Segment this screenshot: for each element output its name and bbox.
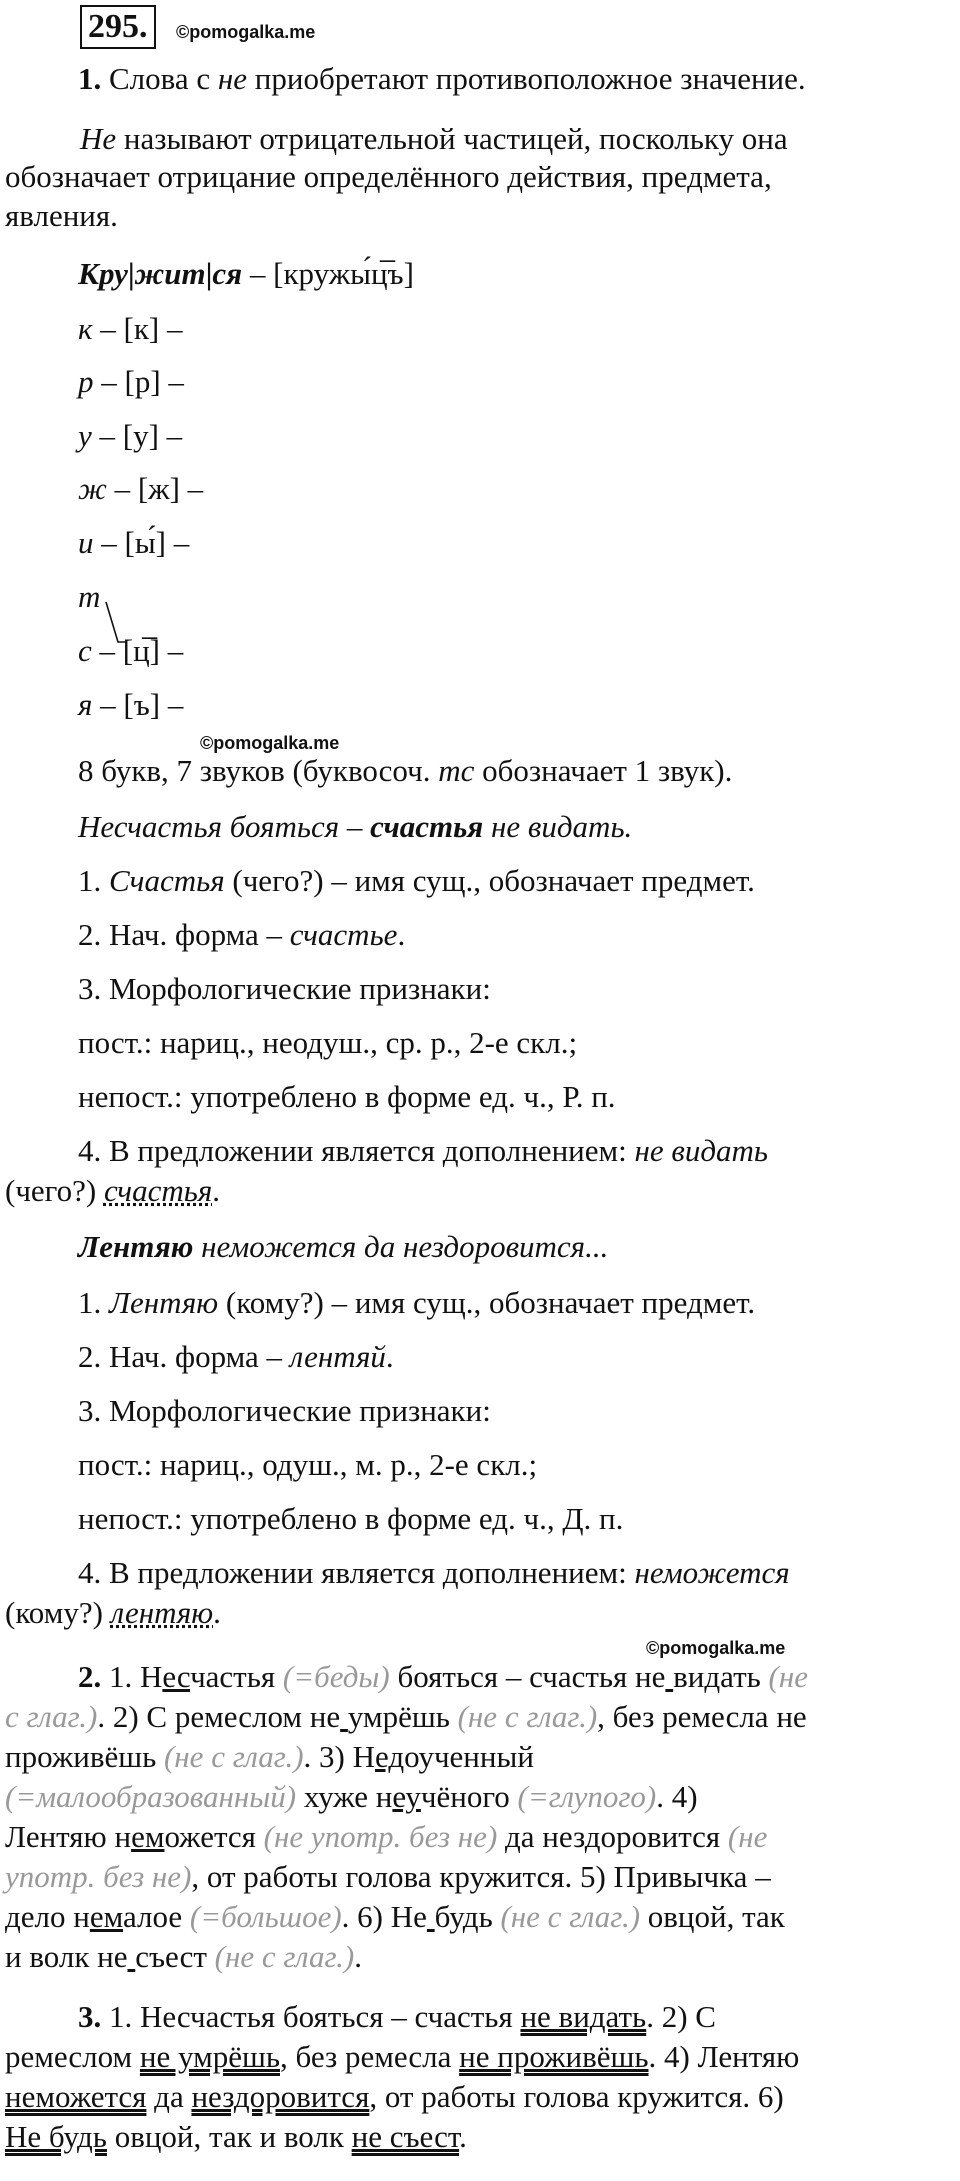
analysis1-item2: 2. Нач. форма – счастье. (78, 917, 406, 952)
part2-line1: 2. 1. Несчастья (=беды) бояться – счастья не видать (не (78, 1659, 809, 1694)
part2-line8: и волк не съест (не с глаг.). (5, 1939, 362, 1974)
analysis2-item3: 3. Морфологические признаки: (78, 1393, 491, 1428)
sentence2: Лентяю неможется да нездоровится... (78, 1229, 609, 1264)
sound-row: я – [ъ] – (78, 687, 184, 722)
analysis2-item4-cont: (кому?) лентяю. (5, 1595, 221, 1630)
sound-row: и – [ы́] – (78, 525, 190, 560)
watermark: ©pomogalka.me (200, 733, 340, 753)
sound-row: у – [у] – (78, 418, 183, 453)
analysis2-const: пост.: нариц., одуш., м. р., 2-е скл.; (78, 1447, 538, 1482)
analysis1-item1: 1. Счастья (чего?) – имя сущ., обозначает предмет. (78, 863, 755, 898)
watermark: ©pomogalka.me (176, 22, 316, 42)
analysis2-item1: 1. Лентяю (кому?) – имя сущ., обозначает предмет. (78, 1285, 756, 1320)
letters-summary: 8 букв, 7 звуков (буквосоч. тс обозначает 1 звук). (78, 753, 733, 788)
analysis1-item3: 3. Морфологические признаки: (78, 971, 491, 1006)
sound-row: ж – [ж] – (78, 471, 204, 506)
analysis2-item2: 2. Нач. форма – лентяй. (78, 1339, 394, 1374)
part2-line5: Лентяю неможется (не употр. без не) да нездоровится (не (5, 1819, 768, 1854)
word-morphemes: Кру|жит|ся – [кружы́ц̅ъ] (78, 256, 414, 291)
analysis1-item4-cont: (чего?) счастья. (5, 1173, 221, 1208)
part3-line2: ремеслом не умрёшь, без ремесла не проживёшь. 4) Лентяю (5, 2039, 800, 2074)
exercise-number: 295. (80, 5, 156, 49)
analysis2-item4: 4. В предложении является дополнением: неможется (78, 1555, 790, 1590)
part2-line6: употр. без не), от работы голова кружится. 5) Привычка – (5, 1859, 771, 1894)
analysis2-nonconst: непост.: употреблено в форме ед. ч., Д. п. (78, 1501, 624, 1536)
part2-line3: проживёшь (не с глаг.). 3) Недоученный (5, 1739, 534, 1774)
sentence1: Несчастья бояться – счастья не видать. (78, 809, 633, 844)
part2-line4: (=малообразованный) хуже неучёного (=глупого). 4) (5, 1779, 698, 1814)
part3-line1: 3. 1. Несчастья бояться – счастья не видать. 2) С (78, 1999, 716, 2034)
part1-para2: Не называют отрицательной частицей, поскольку она (80, 121, 788, 156)
analysis1-nonconst: непост.: употреблено в форме ед. ч., Р. п. (78, 1079, 616, 1114)
part3-line3: неможется да нездоровится, от работы голова кружится. 6) (5, 2079, 784, 2114)
sound-row: р – [р] – (78, 364, 184, 399)
analysis1-item4: 4. В предложении является дополнением: не видать (78, 1133, 769, 1168)
watermark: ©pomogalka.me (646, 1638, 786, 1658)
sound-row: т (78, 579, 101, 614)
sound-row: с – [ц̅] – (78, 633, 184, 668)
analysis1-const: пост.: нариц., неодуш., ср. р., 2-е скл.; (78, 1025, 578, 1060)
part1-line1: 1. Слова с не приобретают противоположное значение. (78, 61, 806, 96)
part3-line4: Не будь овцой, так и волк не съест. (5, 2119, 467, 2154)
part1-para2-end: явления. (5, 198, 118, 233)
part1-para2-cont: обозначает отрицание определённого действия, предмета, (5, 159, 772, 194)
part2-line7: дело немалое (=большое). 6) Не будь (не с глаг.) овцой, так (5, 1899, 785, 1934)
part2-line2: с глаг.). 2) С ремеслом не умрёшь (не с глаг.), без ремесла не (5, 1699, 807, 1734)
sound-row: к – [к] – (78, 311, 183, 346)
